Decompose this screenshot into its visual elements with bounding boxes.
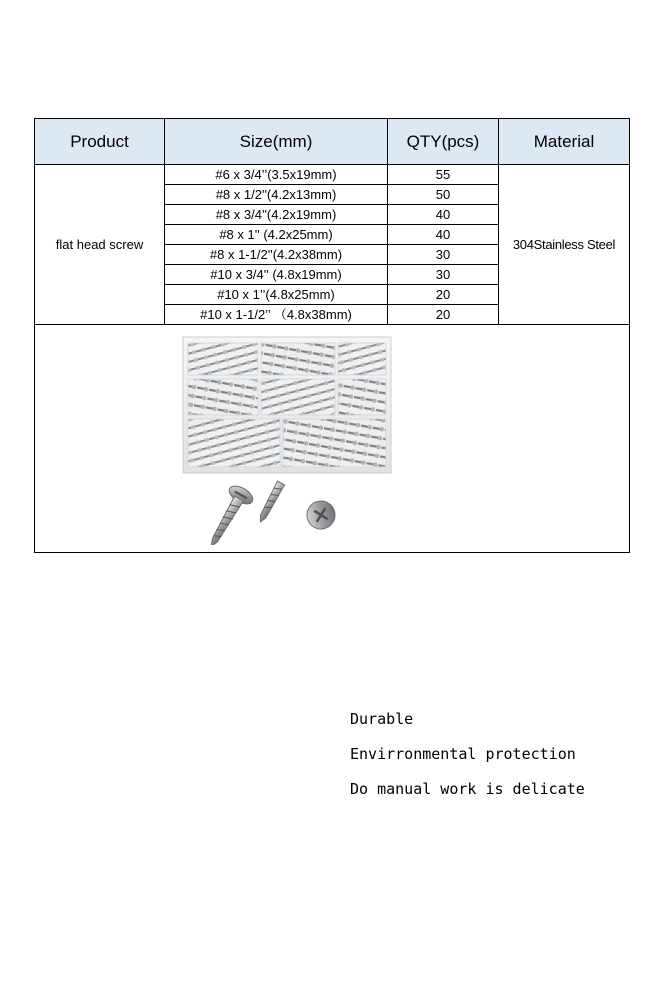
size-cell: #8 x 3/4''(4.2x19mm) <box>165 205 388 225</box>
qty-cell: 20 <box>388 305 499 325</box>
feature-list <box>350 708 585 813</box>
qty-cell: 40 <box>388 205 499 225</box>
qty-cell: 20 <box>388 285 499 305</box>
header-row <box>35 119 630 165</box>
size-cell: #10 x 3/4'' (4.8x19mm) <box>165 265 388 285</box>
qty-cell: 30 <box>388 245 499 265</box>
qty-cell: 55 <box>388 165 499 185</box>
size-cell: #10 x 1-1/2’’ （4.8x38mm) <box>165 305 388 325</box>
qty-cell: 40 <box>388 225 499 245</box>
header-product: Product <box>35 119 165 165</box>
header-material: Material <box>499 119 630 165</box>
size-cell: #8 x 1'' (4.2x25mm) <box>165 225 388 245</box>
material-name: 304Stainless Steel <box>499 165 630 325</box>
table-row <box>35 165 630 185</box>
product-name: flat head screw <box>35 165 165 325</box>
qty-cell: 30 <box>388 265 499 285</box>
header-qty: QTY(pcs) <box>388 119 499 165</box>
size-cell: #8 x 1-1/2''(4.2x38mm) <box>165 245 388 265</box>
size-cell: #8 x 1/2''(4.2x13mm) <box>165 185 388 205</box>
size-cell: #10 x 1’’(4.8x25mm) <box>165 285 388 305</box>
spec-table <box>34 118 630 553</box>
feature-item: Durable <box>350 710 414 728</box>
feature-item: Envirronmental protection <box>350 745 576 763</box>
screw-assortment-photo <box>181 335 395 545</box>
size-cell: #6 x 3/4’’(3.5x19mm) <box>165 165 388 185</box>
photo-row <box>35 325 630 553</box>
header-size: Size(mm) <box>165 119 388 165</box>
feature-item: Do manual work is delicate <box>350 780 585 798</box>
photo-cell <box>35 325 630 553</box>
qty-cell: 50 <box>388 185 499 205</box>
